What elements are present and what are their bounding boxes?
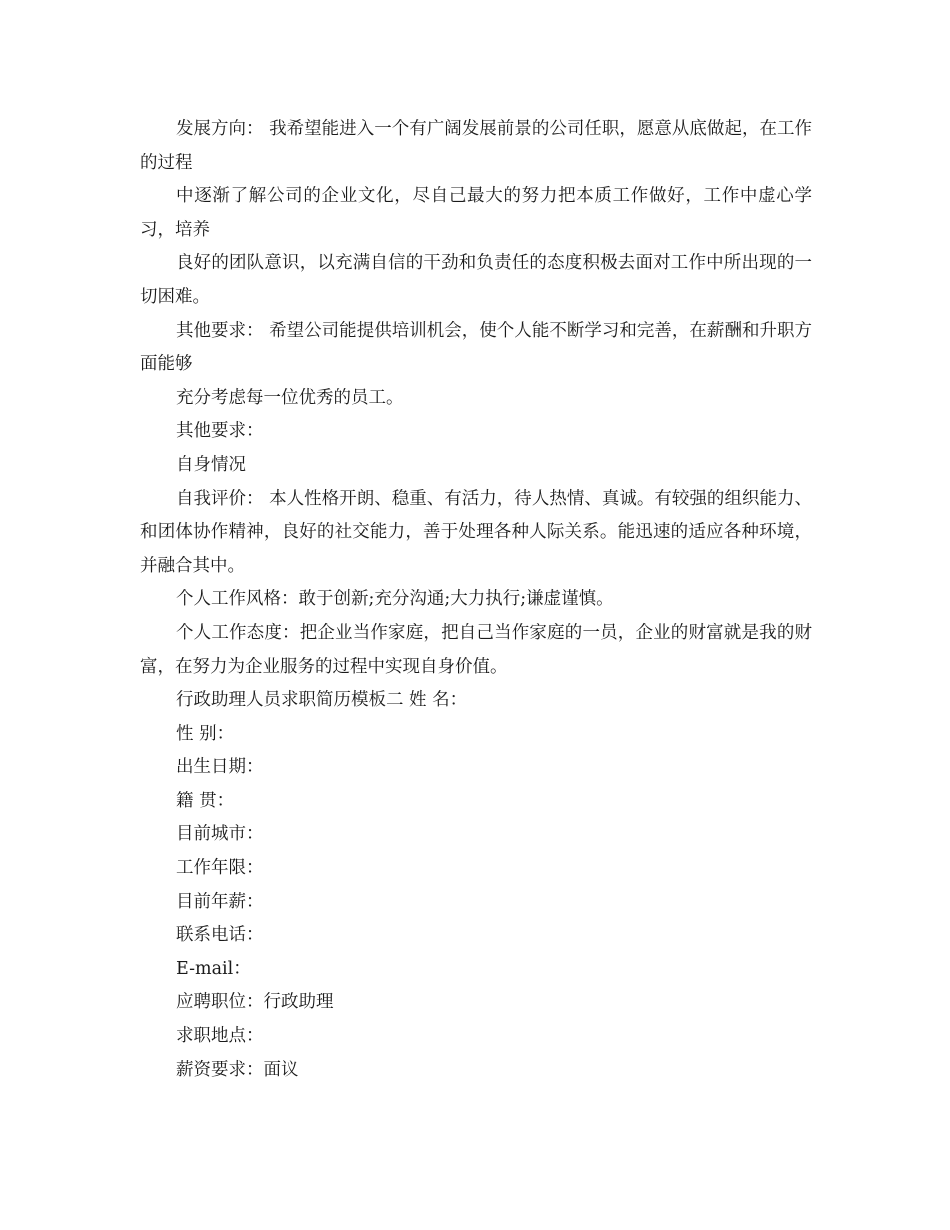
field-position-applied: 应聘职位：行政助理 [176, 992, 334, 1013]
paragraph-other-requirements: 其他要求： 希望公司能提供培训机会，使个人能不断学习和完善，在薪酬和升职方面能够 [140, 320, 812, 375]
paragraph-development-direction: 发展方向： 我希望能进入一个有广阔发展前景的公司任职，愿意从底做起，在工作的过程 [140, 119, 812, 173]
document-body [140, 113, 812, 1087]
paragraph-consider-employees: 充分考虑每一位优秀的员工。 [176, 387, 404, 408]
field-native-place: 籍 贯： [176, 790, 235, 811]
field-job-location: 求职地点： [176, 1026, 264, 1047]
paragraph-company-culture: 中逐渐了解公司的企业文化，尽自己最大的努力把本质工作做好，工作中虚心学习，培养 [140, 186, 812, 240]
field-birth-date: 出生日期： [176, 757, 264, 778]
field-gender: 性 别： [176, 723, 235, 744]
section-heading-self-situation: 自身情况 [176, 454, 246, 475]
resume-template-title-name: 行政助理人员求职简历模板二 姓 名： [176, 690, 468, 711]
paragraph-self-evaluation: 自我评价： 本人性格开朗、稳重、有活力，待人热情、真诚。有较强的组织能力、和团体协作精神，良好的社交能力，善于处理各种人际关系。能迅速的适应各种环境，并融合其中。 [140, 488, 812, 576]
paragraph-other-requirements-label: 其他要求： [176, 421, 264, 442]
field-current-city: 目前城市： [176, 824, 264, 845]
field-email: E-mail： [176, 958, 251, 979]
paragraph-work-style: 个人工作风格：敢于创新;充分沟通;大力执行;谦虚谨慎。 [176, 589, 614, 610]
field-salary-requirement: 薪资要求：面议 [176, 1059, 299, 1080]
field-phone: 联系电话： [176, 925, 264, 946]
paragraph-work-attitude: 个人工作态度：把企业当作家庭，把自己当作家庭的一员，企业的财富就是我的财富，在努力为企业服务的过程中实现自身价值。 [140, 622, 812, 677]
paragraph-team-awareness: 良好的团队意识，以充满自信的干劲和负责任的态度积极去面对工作中所出现的一切困难。 [140, 253, 812, 307]
field-current-salary: 目前年薪： [176, 891, 264, 912]
field-years-of-work: 工作年限： [176, 858, 264, 879]
